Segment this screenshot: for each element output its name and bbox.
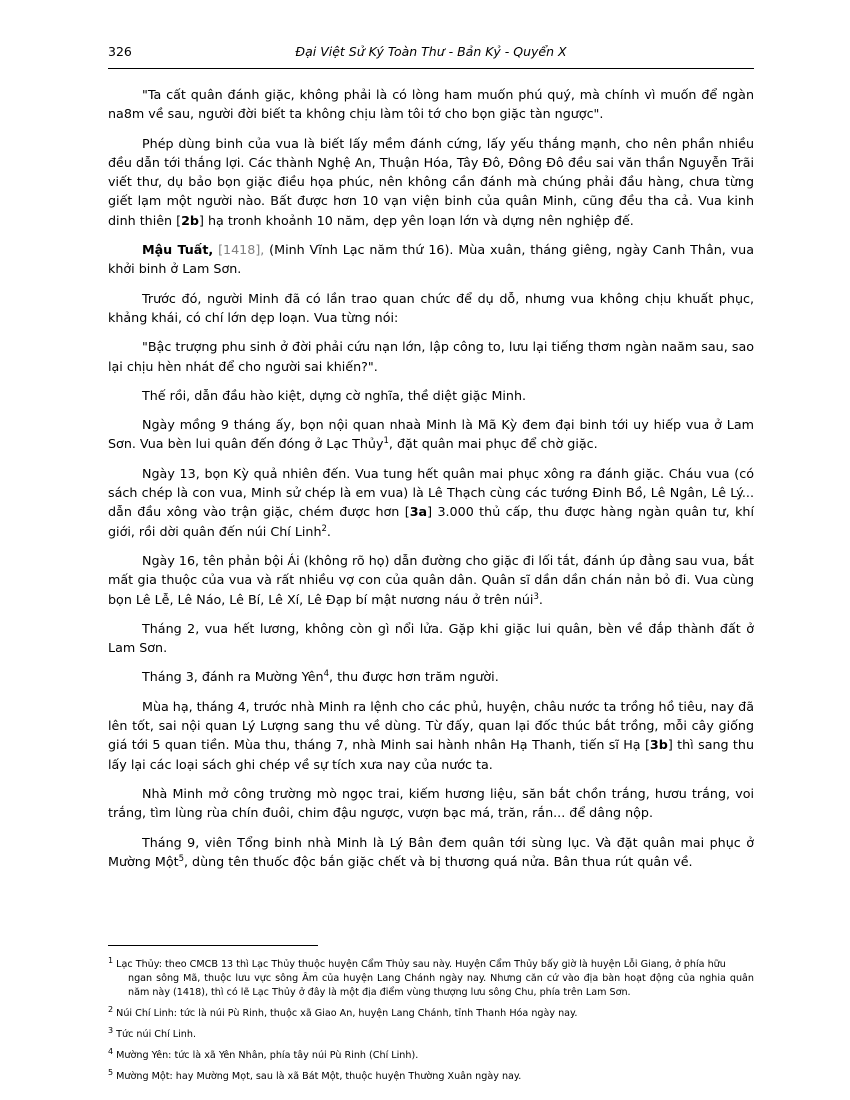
paragraph-9-part-b: . (538, 591, 543, 607)
paragraph-11-part-a: Tháng 3, đánh ra Mường Yên (142, 669, 324, 685)
paragraph-14 (108, 833, 754, 872)
paragraph-7-part-b: , đặt quân mai phục để chờ giặc. (388, 436, 598, 452)
footnote-text-1a: Lạc Thủy: theo CMCB 13 thì Lạc Thủy thuộc huyện Cẩm Thủy sau này. Huyện Cẩm Thủy bấy giờ là huyện Lỗi Giang, ở phía hữu (116, 959, 726, 971)
era-year: [1418], (213, 242, 265, 258)
footnote-list (108, 955, 754, 1083)
header-divider (108, 68, 754, 69)
footnote-item-4 (108, 1046, 754, 1063)
footnote-item-2 (108, 1004, 754, 1021)
footnote-text-4: Mường Yên: tức là xã Yên Nhân, phía tây núi Pù Rinh (Chí Linh). (116, 1049, 419, 1061)
page-header (108, 44, 754, 66)
paragraph-11-part-b: , thu được hơn trăm người. (329, 669, 499, 685)
footnote-text-1b: ngan sông Mã, thuộc lưu vực sông Âm của huyện Lang Chánh ngày nay. Nhưng căn cứ vào địa bàn hoạt động của nghia quân năm này (1418), thì có lẽ Lạc Thủy ở đây là một địa điểm vùng thượng lưu sông Chu, phía trên Lam Sơn. (128, 973, 754, 998)
footnote-number-4: 4 (108, 1046, 114, 1056)
paragraph-7 (108, 415, 754, 454)
paragraph-7-part-a: Ngày mồng 9 tháng ấy, bọn nội quan nhaà Minh là Mã Kỳ đem đại binh tới uy hiếp vua ở Lam Sơn. Vua bèn lui quân đến đóng ở Lạc Thủy (108, 417, 754, 452)
paragraph-8-part-b: ] 3.000 thủ cấp, thu được hàng ngàn quân tư, khí giới, rồi dời quân đến núi Chí Linh (108, 504, 754, 539)
footnote-ref-2: 2 (321, 523, 327, 534)
footnote-number-1: 1 (108, 955, 114, 965)
paragraph-2 (108, 134, 754, 230)
footnote-number-3: 3 (108, 1025, 114, 1035)
paragraph-13: Nhà Minh mở công trường mò ngọc trai, kiếm hương liệu, săn bắt chồn trắng, hươu trắng, voi trắng, tìm lùng rùa chín đuôi, chim đậu ngược, vượn bạc má, trăn, rắn... để dâng nộp. (108, 785, 754, 821)
footnote-item-5 (108, 1067, 754, 1084)
paragraph-1: "Ta cất quân đánh giặc, không phải là có lòng ham muốn phú quý, mà chính vì muốn để ngàn na8m về sau, người đời biết ta không chịu làm tôi tớ cho bọn giặc tàn ngược". (108, 87, 754, 122)
paragraph-14-part-b: , dùng tên thuốc độc bắn giặc chết và bị thương quá nửa. Bân thua rút quân về. (183, 853, 693, 869)
paragraph-6: Thế rồi, dẫn đầu hào kiệt, dựng cờ nghĩa, thề diệt giặc Minh. (142, 387, 527, 403)
paragraph-2-part-a: Phép dùng binh của vua là biết lấy mềm đánh cứng, lấy yếu thắng mạnh, cho nên phần nhiều đều dẫn tới thắng lợi. Các thành Nghệ An, Thuận Hóa, Tây Đô, Đông Đô đều sai văn thần Nguyễn Trãi viết thư, dụ bảo bọn giặc điều họa phúc, nên không cần đánh mà chúng phải đầu hàng, chưa từng giết lạm một người nào. Bất được hơn 10 vạn viện binh của quân Minh, cũng đều tha cả. Vua kinh dinh thiên [ (108, 135, 754, 228)
paragraph-2-part-b: ] hạ tronh khoảnh 10 năm, dẹp yên loạn lớn và dựng nên nghiệp đế. (199, 212, 634, 228)
footnote-ref-1: 1 (383, 436, 389, 447)
folio-marker-2b: 2b (181, 212, 199, 228)
paragraph-9 (108, 551, 754, 609)
footnote-number-5: 5 (108, 1067, 114, 1077)
folio-marker-3a: 3a (409, 504, 428, 520)
footnote-text-5: Mường Một: hay Mường Mọt, sau là xã Bát Một, thuộc huyện Thường Xuân ngày nay. (116, 1070, 522, 1082)
body-text (108, 85, 754, 871)
footnote-divider (108, 945, 318, 946)
paragraph-3-text: (Minh Vĩnh Lạc năm thứ 16). Mùa xuân, tháng giêng, ngày Canh Thân, vua khởi binh ở Lam Sơn. (108, 242, 754, 277)
page-title: Đại Việt Sử Ký Toàn Thư - Bản Kỷ - Quyển X (295, 44, 567, 59)
paragraph-11 (108, 667, 754, 686)
footnote-text-3: Tức núi Chí Linh. (116, 1028, 197, 1040)
folio-marker-3b: 3b (649, 737, 668, 753)
era-name: Mậu Tuất, (142, 242, 214, 258)
paragraph-12-part-b: ] thì sang thu lấy lại các loại sách ghi chép về sự tích xưa nay của nước ta. (108, 737, 754, 772)
paragraph-12 (108, 697, 754, 774)
paragraph-5: "Bậc trượng phu sinh ở đời phải cứu nạn lớn, lập công to, lưu lại tiếng thơm ngàn naăm sau, sao lại chịu hèn nhát để cho người sai khiến?". (108, 339, 754, 374)
paragraph-8-part-a: Ngày 13, bọn Kỳ quả nhiên đến. Vua tung hết quân mai phục xông ra đánh giặc. Cháu vua (có sách chép là con vua, Minh sử chép là em vua) là Lê Thạch cùng các tướng Đinh Bồ, Lê Ngân, Lê Lý... dẫn đầu xông vào trận giặc, chém được hơn [ (108, 465, 754, 520)
footnote-ref-4: 4 (323, 669, 330, 680)
paragraph-8-part-c: . (326, 523, 331, 539)
paragraph-10: Tháng 2, vua hết lương, không còn gì nổi lửa. Gặp khi giặc lui quân, bèn về đắp thành đất ở Lam Sơn. (108, 620, 754, 656)
footnote-item-3 (108, 1025, 754, 1042)
footnote-text-2: Núi Chí Linh: tức là núi Pù Rinh, thuộc xã Giao An, huyện Lang Chánh, tỉnh Thanh Hóa ngày nay. (116, 1007, 578, 1019)
paragraph-8 (108, 464, 754, 541)
paragraph-9-part-a: Ngày 16, tên phản bội Ái (không rõ họ) dẫn đường cho giặc đi lối tắt, đánh úp đằng sau vua, bắt mất gia thuộc của vua và rất nhiều vợ con của quân dân. Quân sĩ dần dần chán nản bỏ đi. Vua cùng bọn Lê Lễ, Lê Náo, Lê Bí, Lê Xí, Lê Đạp bí mật nương náu ở trên núi (108, 552, 754, 607)
footnote-ref-5: 5 (178, 853, 184, 864)
footnote-number-2: 2 (108, 1004, 114, 1014)
paragraph-14-part-a: Tháng 9, viên Tổng binh nhà Minh là Lý Bân đem quân tới sùng lục. Và đặt quân mai phục ở Mường Một (108, 834, 754, 869)
footnote-ref-3: 3 (533, 591, 539, 602)
paragraph-4: Trước đó, người Minh đã có lần trao quan chức để dụ dỗ, nhưng vua không chịu khuất phục, khảng khái, có chí lớn dẹp loạn. Vua từng nói: (108, 290, 754, 325)
paragraph-3 (108, 240, 754, 279)
paragraph-12-part-a: Mùa hạ, tháng 4, trước nhà Minh ra lệnh cho các phủ, huyện, châu nước ta trồng hồ tiêu, nay đã lên tốt, sai nội quan Lý Lượng sang thu về dùng. Từ đấy, quan lại đốc thúc bắt trồng, mỗi cây giống giá tới 5 quan tiền. Mùa thu, tháng 7, nhà Minh sai hành nhân Hạ Thanh, tiến sĩ Hạ [ (108, 698, 754, 753)
page-number: 326 (108, 44, 132, 59)
footnote-item-1 (108, 955, 754, 1000)
